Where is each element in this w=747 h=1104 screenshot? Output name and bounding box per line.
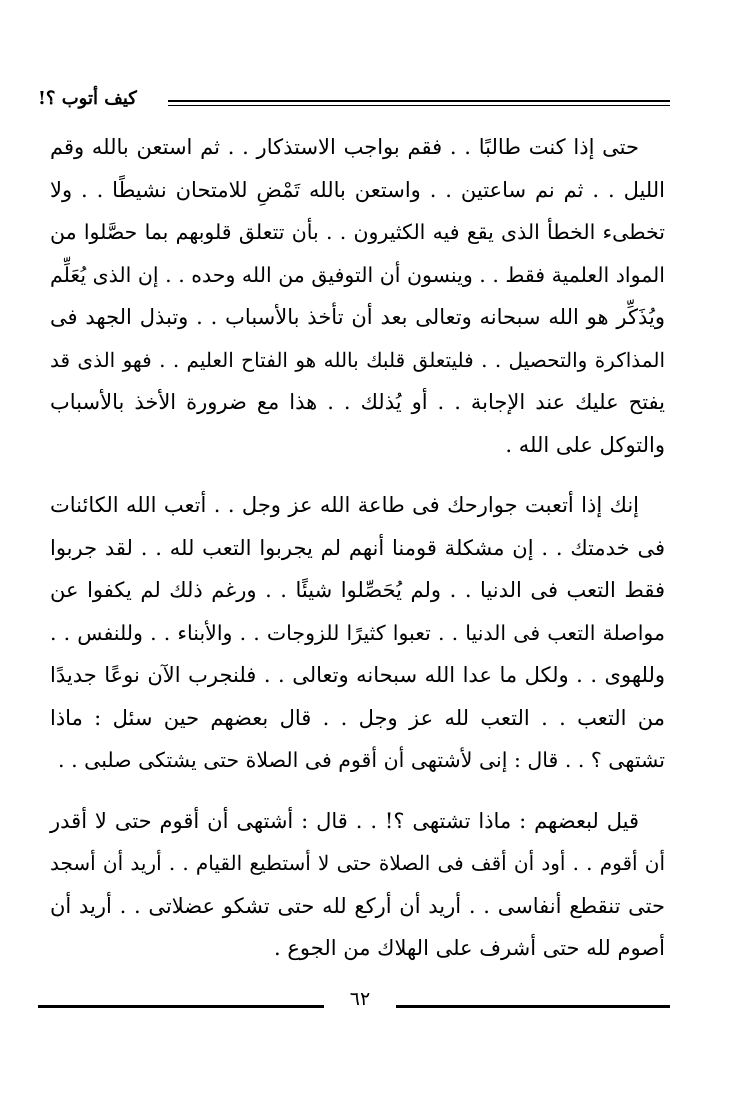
text-line: إنك إذا أتعبت جوارحك فى طاعة الله عز وجل . . أتعب الله الكائنات (50, 493, 639, 517)
paragraph-1 (50, 126, 665, 466)
paragraph-3 (50, 800, 665, 970)
text-line: تشتهى ؟ . . قال : إنى لأشتهى أن أقوم فى الصلاة حتى يشتكى صلبى . . (58, 748, 665, 772)
header-rule (168, 100, 670, 106)
text-line: فى خدمتك . . إن مشكلة قومنا أنهم لم يجربوا التعب لله . . لقد جربوا (50, 535, 665, 560)
text-line: فقط التعب فى الدنيا . . ولم يُحَصِّلوا شيئًا . . ورغم ذلك لم يكفوا عن (50, 578, 665, 602)
text-line: المذاكرة والتحصيل . . فليتعلق قلبك بالله هو الفتاح العليم . . فهو الذى قد (50, 347, 665, 372)
book-title: كيف أتوب ؟! (38, 88, 137, 109)
page-body (50, 126, 665, 970)
page-footer (38, 986, 670, 1016)
text-line: ويُذَكِّر هو الله سبحانه وتعالى بعد أن تأخذ بالأسباب . . وتبذل الجهد فى (50, 305, 665, 329)
text-line: وللهوى . . ولكل ما عدا الله سبحانه وتعالى . . فلنجرب الآن نوعًا جديدًا (50, 663, 665, 687)
text-line: المواد العلمية فقط . . وينسون أن التوفيق من الله وحده . . إن الذى يُعَلِّم (50, 262, 665, 287)
text-line: يفتح عليك عند الإجابة . . أو يُذلك . . هذا مع ضرورة الأخذ بالأسباب (50, 390, 665, 414)
footer-rule-right (396, 1005, 670, 1008)
text-line: مواصلة التعب فى الدنيا . . تعبوا كثيرًا للزوجات . . والأبناء . . وللنفس . . (50, 620, 665, 645)
footer-rule-left (38, 1005, 324, 1008)
text-line: أن أقوم . . أود أن أقف فى الصلاة حتى لا أستطيع القيام . . أريد أن أسجد (50, 851, 665, 875)
text-line: من التعب . . التعب لله عز وجل . . قال بعضهم حين سئل : ماذا (50, 705, 665, 730)
text-line: والتوكل على الله . (505, 432, 665, 457)
text-line: حتى إذا كنت طالبًا . . فقم بواجب الاستذكار . . ثم استعن بالله وقم (50, 135, 639, 159)
text-line: الليل . . ثم نم ساعتين . . واستعن بالله تَمْضِ للامتحان نشيطًا . . ولا (50, 177, 665, 202)
text-line: أصوم لله حتى أشرف على الهلاك من الجوع . (274, 936, 665, 960)
page-number: ٦٢ (349, 988, 371, 1010)
text-line: حتى تنقطع أنفاسى . . أريد أن أركع لله حتى تشكو عضلاتى . . أريد أن (50, 893, 665, 918)
paragraph-2 (50, 484, 665, 782)
running-header (38, 88, 670, 114)
text-line: قيل لبعضهم : ماذا تشتهى ؟! . . قال : أشتهى أن أقوم حتى لا أقدر (50, 808, 639, 833)
text-line: تخطىء الخطأ الذى يقع فيه الكثيرون . . بأن تتعلق قلوبهم بما حصَّلوا من (50, 220, 665, 244)
